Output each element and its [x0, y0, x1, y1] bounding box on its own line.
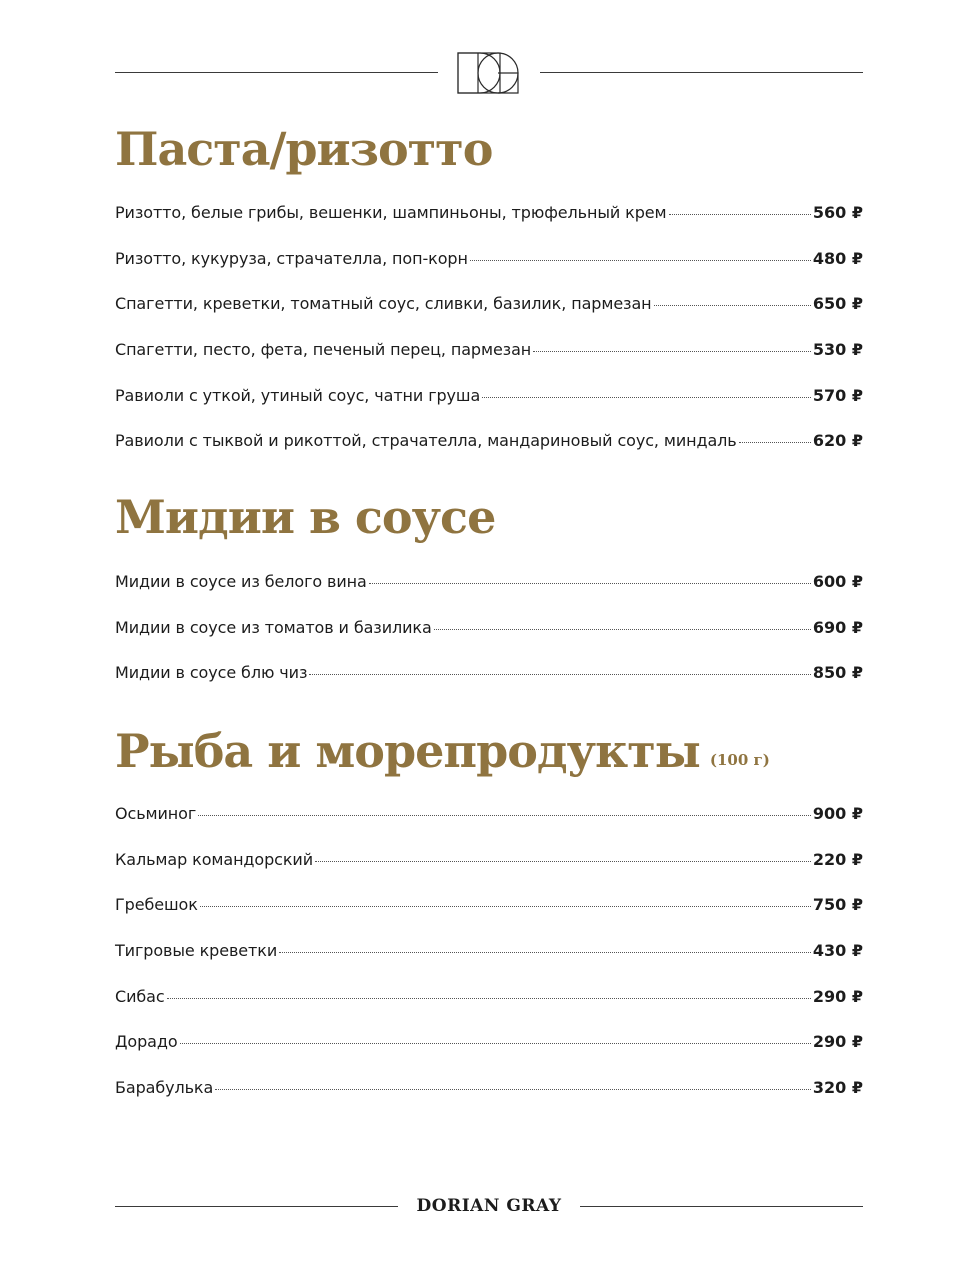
dot-leader: [533, 351, 811, 352]
menu-item: [115, 804, 863, 850]
section-title-text: Паста/ризотто: [115, 122, 493, 176]
item-name: Ризотто, кукуруза, страчателла, поп-корн: [115, 248, 468, 268]
item-price: 430 ₽: [812, 941, 863, 961]
item-name: Равиоли с уткой, утиный соус, чатни груша: [115, 385, 481, 405]
item-name: Осьминог: [115, 804, 197, 823]
dot-leader: [279, 952, 811, 953]
item-name: Равиоли с тыквой и рикоттой, страчателла, мандариновый соус, миндаль: [115, 431, 737, 451]
dot-leader: [739, 442, 811, 443]
item-name: Барабулька: [115, 1078, 214, 1098]
footer-divider-left: [115, 1206, 398, 1207]
menu-item: [115, 431, 863, 477]
item-name: Спагетти, песто, фета, печеный перец, пармезан: [115, 340, 532, 360]
item-price: 560 ₽: [812, 203, 863, 222]
item-name: Мидии в соусе блю чиз: [115, 663, 308, 683]
section-title-text: Мидии в соусе: [115, 490, 496, 544]
item-price: 650 ₽: [812, 294, 863, 314]
item-name: Тигровые креветки: [115, 941, 278, 961]
menu-item: [115, 987, 863, 1033]
dot-leader: [315, 861, 811, 862]
menu-item: [115, 895, 863, 941]
section-title-mussels: [115, 490, 495, 544]
menu-item: [115, 941, 863, 987]
section-weight-note: (100 г): [709, 751, 770, 769]
pasta-items: [115, 203, 863, 477]
dot-leader: [654, 305, 811, 306]
menu-item: [115, 1032, 863, 1078]
dot-leader: [669, 214, 811, 215]
item-name: Сибас: [115, 986, 165, 1006]
brand-name: DORIAN GRAY: [416, 1196, 562, 1216]
item-name: Ризотто, белые грибы, вешенки, шампиньоны, трюфельный крем: [115, 203, 667, 222]
section-title-pasta: [115, 122, 492, 176]
item-price: 480 ₽: [812, 248, 863, 268]
item-price: 290 ₽: [812, 986, 863, 1006]
dot-leader: [309, 674, 811, 675]
header-divider-left: [115, 72, 438, 73]
menu-item: [115, 663, 863, 709]
menu-item: [115, 386, 863, 432]
dot-leader: [434, 629, 811, 630]
menu-item: [115, 1078, 863, 1124]
mussels-items: [115, 572, 863, 709]
dot-leader: [180, 1043, 811, 1044]
menu-item: [115, 340, 863, 386]
item-price: 320 ₽: [812, 1078, 863, 1098]
menu-item: [115, 294, 863, 340]
item-price: 290 ₽: [812, 1032, 863, 1052]
item-price: 620 ₽: [812, 431, 863, 451]
menu-item: [115, 850, 863, 896]
item-price: 570 ₽: [812, 385, 863, 405]
section-title-seafood: [115, 724, 770, 778]
dot-leader: [470, 260, 811, 261]
header-divider-right: [540, 72, 863, 73]
dot-leader: [198, 815, 811, 816]
monogram-dg-icon: [456, 51, 522, 95]
item-price: 220 ₽: [812, 849, 863, 869]
section-title-text: Рыба и морепродукты: [115, 724, 700, 778]
dot-leader: [200, 906, 811, 907]
item-price: 850 ₽: [812, 663, 863, 683]
item-price: 530 ₽: [812, 340, 863, 360]
item-price: 600 ₽: [812, 572, 863, 591]
item-price: 900 ₽: [812, 804, 863, 823]
menu-item: [115, 572, 863, 618]
item-name: Гребешок: [115, 895, 198, 915]
menu-item: [115, 203, 863, 249]
item-price: 690 ₽: [812, 617, 863, 637]
item-name: Мидии в соусе из белого вина: [115, 572, 367, 591]
menu-item: [115, 618, 863, 664]
dot-leader: [369, 583, 811, 584]
item-name: Спагетти, креветки, томатный соус, сливки, базилик, пармезан: [115, 294, 652, 314]
dot-leader: [482, 397, 811, 398]
item-name: Кальмар командорский: [115, 849, 313, 869]
seafood-items: [115, 804, 863, 1124]
footer-divider-right: [580, 1206, 863, 1207]
dot-leader: [167, 998, 811, 999]
item-price: 750 ₽: [812, 895, 863, 915]
item-name: Дорадо: [115, 1032, 178, 1052]
menu-item: [115, 249, 863, 295]
item-name: Мидии в соусе из томатов и базилика: [115, 617, 432, 637]
dot-leader: [215, 1089, 811, 1090]
